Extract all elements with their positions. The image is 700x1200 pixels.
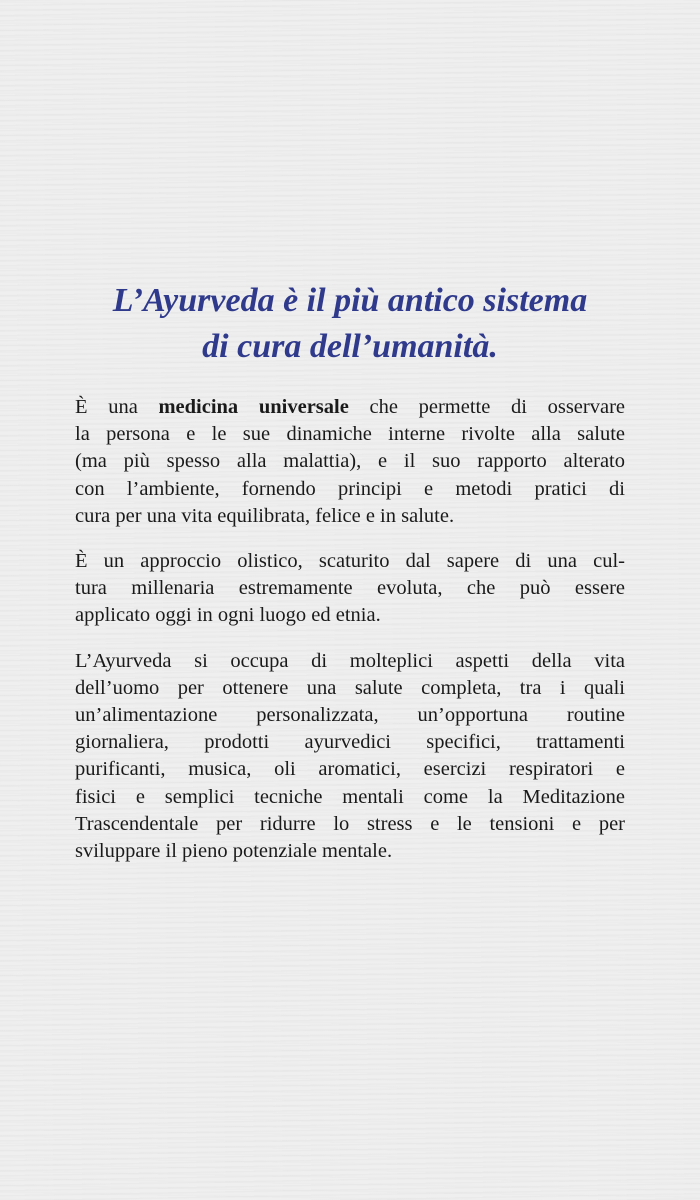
paragraph-line: sviluppare il pieno potenziale mentale.	[75, 840, 393, 863]
paragraph-holistic-approach	[75, 548, 625, 630]
paragraph-line: (ma più spesso alla malattia), e il suo rapporto alterato	[75, 450, 625, 473]
paragraph-universal-medicine	[75, 394, 625, 530]
paragraph-line: con l’ambiente, fornendo principi e metodi pratici di	[75, 477, 625, 500]
paragraph-line: cura per una vita equilibrata, felice e in salute.	[75, 504, 455, 527]
paragraph-line: dell’uomo per ottenere una salute completa, tra i quali	[75, 676, 625, 699]
paragraph-line: È un approccio olistico, scaturito dal sapere di una cul-	[75, 550, 625, 573]
paragraph-line	[75, 394, 625, 421]
paragraph-aspects-of-life	[75, 648, 625, 866]
headline	[75, 278, 625, 370]
paragraph-line: L’Ayurveda si occupa di molteplici aspetti della vita	[75, 649, 625, 672]
headline-line-1: L’Ayurveda è il più antico sistema	[112, 282, 588, 319]
headline-line-2: di cura dell’umanità.	[202, 328, 498, 365]
paragraph-line: un’alimentazione personalizzata, un’opportuna routine	[75, 704, 625, 727]
paragraph-line: Trascendentale per ridurre lo stress e le tensioni e per	[75, 812, 625, 835]
text-run: È una	[75, 396, 159, 418]
paragraph-line: la persona e le sue dinamiche interne rivolte alla salute	[75, 423, 625, 446]
paragraph-line: purificanti, musica, oli aromatici, esercizi respiratori e	[75, 758, 625, 781]
paragraph-line: fisici e semplici tecniche mentali come la Meditazione	[75, 785, 625, 808]
text-page	[75, 278, 625, 883]
bold-term: medicina universale	[158, 396, 349, 418]
text-run: che permette di osservare	[348, 396, 626, 418]
paragraph-line: giornaliera, prodotti ayurvedici specifici, trattamenti	[75, 731, 625, 754]
paragraph-line: tura millenaria estremamente evoluta, che può essere	[75, 577, 625, 600]
paragraph-line: applicato oggi in ogni luogo ed etnia.	[75, 604, 381, 627]
